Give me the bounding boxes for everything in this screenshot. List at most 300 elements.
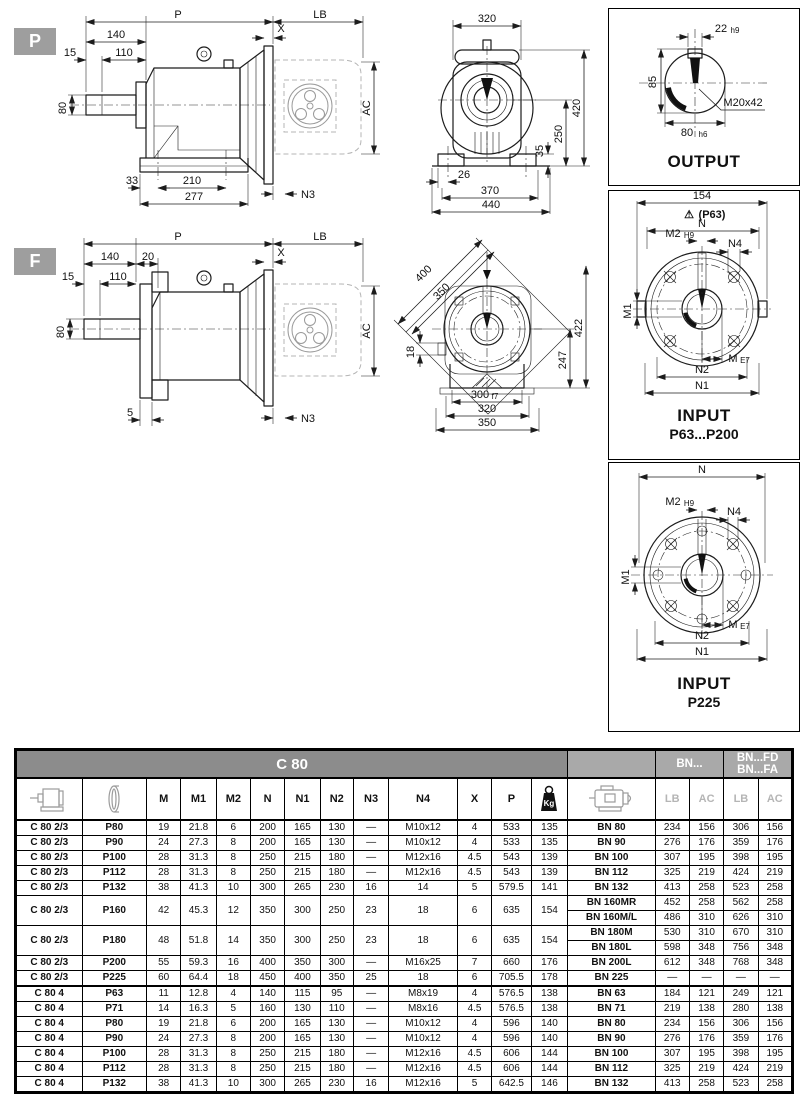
cell-dim-M1: 64.4 <box>181 971 216 987</box>
cell-dim-M: 48 <box>147 926 181 956</box>
cell-dim-P: 635 <box>492 926 532 956</box>
cell-dim-M2: 12 <box>216 896 250 926</box>
cell-dim-N1: 165 <box>285 820 320 836</box>
cell-motor-dim: 156 <box>758 1017 792 1032</box>
svg-text:420: 420 <box>571 98 583 118</box>
cell-motor-dim: 424 <box>724 866 758 881</box>
cell-dim-P: 596 <box>492 1017 532 1032</box>
svg-text:80: 80 <box>57 101 69 115</box>
cell-dim-P: 642.5 <box>492 1077 532 1093</box>
svg-text:E7: E7 <box>740 356 750 365</box>
svg-text:210: 210 <box>182 175 202 187</box>
f-side-view-drawing <box>28 230 400 452</box>
group-bn: BN... <box>655 750 724 779</box>
cell-dim-N3: 23 <box>353 896 388 926</box>
cell-motor-dim: — <box>758 971 792 987</box>
svg-text:15: 15 <box>63 47 77 59</box>
col-M: M <box>147 778 181 820</box>
cell-motor-dim: 258 <box>758 1077 792 1093</box>
cell-motor-dim: — <box>655 971 689 987</box>
table-header-row <box>16 778 793 820</box>
cell-model: C 80 2/3 <box>16 896 83 926</box>
group-bn-fa: BN...FA <box>737 764 779 776</box>
cell-dim-M: 28 <box>147 866 181 881</box>
cell-dim-N1: 300 <box>285 896 320 926</box>
cell-weight: 138 <box>531 986 568 1002</box>
input-p225-flange-drawing <box>609 463 795 669</box>
dimension-table <box>14 748 794 1094</box>
cell-dim-P: 660 <box>492 956 532 971</box>
cell-motor-dim: 310 <box>758 911 792 926</box>
cell-dim-N: 300 <box>250 881 284 896</box>
cell-dim-N1: 215 <box>285 866 320 881</box>
cell-dim-X: 4.5 <box>457 1002 491 1017</box>
input-p225-subtitle: P225 <box>687 694 721 710</box>
cell-motor-dim: 413 <box>655 1077 689 1093</box>
cell-dim-N4: M12x16 <box>389 866 458 881</box>
cell-motor-dim: 768 <box>724 956 758 971</box>
cell-model: C 80 2/3 <box>16 866 83 881</box>
cell-dim-M: 11 <box>147 986 181 1002</box>
col-M2: M2 <box>216 778 250 820</box>
cell-dim-M2: 8 <box>216 866 250 881</box>
cell-dim-X: 4.5 <box>457 1047 491 1062</box>
cell-motor-dim: 121 <box>758 986 792 1002</box>
cell-model: C 80 2/3 <box>16 851 83 866</box>
cell-dim-N: 200 <box>250 836 284 851</box>
cell-motor-name: BN 132 <box>568 881 655 896</box>
svg-text:300: 300 <box>470 389 490 401</box>
cell-dim-N1: 130 <box>285 1002 320 1017</box>
cell-model: C 80 2/3 <box>16 836 83 851</box>
cell-model: C 80 4 <box>16 1062 83 1077</box>
cell-dim-M: 24 <box>147 1032 181 1047</box>
input-p225-title: INPUT <box>677 674 731 693</box>
cell-dim-N3: — <box>353 820 388 836</box>
cell-dim-P: 576.5 <box>492 1002 532 1017</box>
cell-dim-N1: 165 <box>285 1032 320 1047</box>
cell-motor-dim: 258 <box>689 881 723 896</box>
cell-motor-name: BN 90 <box>568 836 655 851</box>
cell-model: C 80 2/3 <box>16 881 83 896</box>
input-p63-panel <box>608 190 800 460</box>
svg-text:N1: N1 <box>694 380 710 392</box>
cell-dim-N2: 180 <box>320 851 353 866</box>
cell-dim-X: 4.5 <box>457 866 491 881</box>
cell-dim-X: 5 <box>457 1077 491 1093</box>
cell-size: P90 <box>82 1032 146 1047</box>
cell-size: P160 <box>82 896 146 926</box>
col-X: X <box>457 778 491 820</box>
cell-motor-name: BN 112 <box>568 866 655 881</box>
cell-dim-N1: 300 <box>285 926 320 956</box>
output-shaft-drawing <box>609 9 795 147</box>
svg-text:AC: AC <box>361 323 373 339</box>
cell-dim-X: 4.5 <box>457 851 491 866</box>
cell-dim-P: 543 <box>492 851 532 866</box>
svg-text:X: X <box>277 23 285 35</box>
cell-dim-M2: 5 <box>216 1002 250 1017</box>
col-P: P <box>492 778 532 820</box>
svg-text:M2: M2 <box>665 228 681 240</box>
cell-weight: 139 <box>531 851 568 866</box>
cell-dim-N4: 14 <box>389 881 458 896</box>
cell-size: P100 <box>82 851 146 866</box>
cell-dim-N: 400 <box>250 956 284 971</box>
table-row <box>16 820 793 836</box>
cell-dim-N3: 16 <box>353 1077 388 1093</box>
cell-motor-dim: 195 <box>758 851 792 866</box>
cell-dim-N3: — <box>353 1062 388 1077</box>
cell-motor-dim: 325 <box>655 1062 689 1077</box>
cell-dim-M1: 59.3 <box>181 956 216 971</box>
cell-dim-N: 250 <box>250 851 284 866</box>
cell-dim-M1: 21.8 <box>181 1017 216 1032</box>
cell-motor-dim: 219 <box>655 1002 689 1017</box>
svg-text:(P63): (P63) <box>698 209 726 221</box>
cell-dim-P: 635 <box>492 896 532 926</box>
table-row <box>16 926 793 941</box>
svg-text:h9: h9 <box>730 26 740 35</box>
cell-dim-M1: 27.3 <box>181 836 216 851</box>
svg-text:f7: f7 <box>491 392 499 401</box>
cell-weight: 135 <box>531 836 568 851</box>
svg-text:350: 350 <box>477 417 497 429</box>
cell-dim-M1: 27.3 <box>181 1032 216 1047</box>
output-panel <box>608 8 800 186</box>
cell-motor-name: BN 132 <box>568 1077 655 1093</box>
cell-motor-dim: 219 <box>758 1062 792 1077</box>
cell-dim-N3: — <box>353 1002 388 1017</box>
cell-dim-M2: 8 <box>216 836 250 851</box>
cell-dim-N1: 400 <box>285 971 320 987</box>
cell-dim-N1: 115 <box>285 986 320 1002</box>
cell-dim-N: 450 <box>250 971 284 987</box>
cell-dim-X: 6 <box>457 971 491 987</box>
cell-motor-dim: 234 <box>655 820 689 836</box>
cell-dim-M: 28 <box>147 851 181 866</box>
cell-dim-N1: 165 <box>285 1017 320 1032</box>
cell-motor-dim: — <box>724 971 758 987</box>
svg-text:N3: N3 <box>300 189 316 201</box>
cell-motor-name: BN 71 <box>568 1002 655 1017</box>
cell-dim-P: 533 <box>492 836 532 851</box>
cell-motor-dim: 184 <box>655 986 689 1002</box>
cell-motor-dim: 219 <box>758 866 792 881</box>
svg-text:P: P <box>174 9 182 21</box>
svg-text:35: 35 <box>534 144 546 158</box>
cell-size: P80 <box>82 820 146 836</box>
cell-motor-dim: 310 <box>758 926 792 941</box>
cell-motor-dim: 195 <box>689 851 723 866</box>
cell-motor-name: BN 100 <box>568 851 655 866</box>
table-band-row <box>16 750 793 779</box>
cell-dim-X: 4 <box>457 836 491 851</box>
col-N4: N4 <box>389 778 458 820</box>
cell-dim-M: 28 <box>147 1047 181 1062</box>
table-row <box>16 956 793 971</box>
cell-motor-dim: 413 <box>655 881 689 896</box>
cell-dim-N2: 110 <box>320 1002 353 1017</box>
cell-motor-dim: 258 <box>689 896 723 911</box>
input-p63-flange-drawing <box>609 191 795 401</box>
table-row <box>16 896 793 911</box>
table-row <box>16 971 793 987</box>
cell-dim-M2: 6 <box>216 1017 250 1032</box>
cell-dim-N2: 130 <box>320 1017 353 1032</box>
cell-motor-dim: 626 <box>724 911 758 926</box>
table-row <box>16 986 793 1002</box>
svg-text:22: 22 <box>714 23 728 35</box>
cell-size: P100 <box>82 1047 146 1062</box>
cell-motor-name: BN 180L <box>568 941 655 956</box>
cell-motor-dim: 756 <box>724 941 758 956</box>
cell-motor-dim: 310 <box>689 911 723 926</box>
svg-text:H9: H9 <box>683 499 695 508</box>
cell-dim-N3: — <box>353 956 388 971</box>
cell-dim-M: 24 <box>147 836 181 851</box>
cell-model: C 80 4 <box>16 1077 83 1093</box>
cell-dim-N3: — <box>353 986 388 1002</box>
cell-dim-M2: 8 <box>216 1062 250 1077</box>
col-bn-LB: LB <box>655 778 689 820</box>
svg-text:320: 320 <box>477 13 497 25</box>
cell-dim-N: 250 <box>250 1047 284 1062</box>
svg-text:250: 250 <box>553 124 565 144</box>
cell-dim-N: 200 <box>250 1017 284 1032</box>
gearbox-icon <box>16 778 83 820</box>
cell-weight: 146 <box>531 1077 568 1093</box>
cell-dim-M2: 10 <box>216 1077 250 1093</box>
cell-motor-dim: 156 <box>689 1017 723 1032</box>
cell-dim-N4: M10x12 <box>389 820 458 836</box>
cell-dim-N2: 230 <box>320 881 353 896</box>
cell-motor-dim: 486 <box>655 911 689 926</box>
cell-dim-N1: 165 <box>285 836 320 851</box>
cell-motor-name: BN 100 <box>568 1047 655 1062</box>
cell-motor-dim: 307 <box>655 1047 689 1062</box>
svg-text:140: 140 <box>106 29 126 41</box>
cell-model: C 80 2/3 <box>16 956 83 971</box>
cell-motor-dim: — <box>689 971 723 987</box>
cell-dim-X: 4 <box>457 986 491 1002</box>
cell-dim-N: 250 <box>250 866 284 881</box>
cell-weight: 140 <box>531 1017 568 1032</box>
svg-text:⚠: ⚠ <box>684 209 694 221</box>
cell-dim-M2: 18 <box>216 971 250 987</box>
p-side-part <box>70 46 273 184</box>
cell-dim-N2: 95 <box>320 986 353 1002</box>
cell-dim-M1: 31.3 <box>181 866 216 881</box>
cell-dim-N2: 130 <box>320 1032 353 1047</box>
svg-text:N2: N2 <box>694 630 710 642</box>
svg-text:18: 18 <box>405 345 417 359</box>
cell-dim-N: 160 <box>250 1002 284 1017</box>
cell-model: C 80 4 <box>16 1047 83 1062</box>
cell-motor-dim: 348 <box>689 956 723 971</box>
cell-weight: 140 <box>531 1032 568 1047</box>
cell-dim-N4: 18 <box>389 926 458 956</box>
cell-motor-dim: 258 <box>758 881 792 896</box>
cell-weight: 138 <box>531 1002 568 1017</box>
cell-dim-M1: 21.8 <box>181 820 216 836</box>
cell-dim-N3: — <box>353 836 388 851</box>
cell-dim-P: 596 <box>492 1032 532 1047</box>
p-front-view-drawing <box>398 10 598 217</box>
table-row <box>16 1047 793 1062</box>
cell-dim-N4: M8x19 <box>389 986 458 1002</box>
cell-motor-dim: 398 <box>724 1047 758 1062</box>
cell-weight: 141 <box>531 881 568 896</box>
cell-dim-N4: M12x16 <box>389 1047 458 1062</box>
cell-weight: 154 <box>531 926 568 956</box>
cell-motor-name: BN 200L <box>568 956 655 971</box>
svg-text:110: 110 <box>109 271 127 283</box>
cell-size: P112 <box>82 866 146 881</box>
svg-text:154: 154 <box>692 190 712 202</box>
col-bnfd-LB: LB <box>724 778 758 820</box>
cell-motor-dim: 523 <box>724 881 758 896</box>
cell-motor-dim: 612 <box>655 956 689 971</box>
cell-dim-M: 38 <box>147 881 181 896</box>
p-side-motor-ghost <box>275 60 361 154</box>
cell-motor-dim: 670 <box>724 926 758 941</box>
cell-motor-name: BN 63 <box>568 986 655 1002</box>
cell-motor-dim: 195 <box>689 1047 723 1062</box>
motor-band <box>568 750 655 779</box>
cell-dim-M1: 41.3 <box>181 1077 216 1093</box>
cell-motor-dim: 258 <box>689 1077 723 1093</box>
cell-motor-dim: 234 <box>655 1017 689 1032</box>
cell-dim-N1: 215 <box>285 1047 320 1062</box>
cell-dim-N2: 180 <box>320 866 353 881</box>
col-N3: N3 <box>353 778 388 820</box>
cell-dim-M: 60 <box>147 971 181 987</box>
weight-kg-icon <box>531 778 568 820</box>
cell-dim-N3: — <box>353 1047 388 1062</box>
col-N2: N2 <box>320 778 353 820</box>
cell-model: C 80 4 <box>16 1002 83 1017</box>
cell-dim-N2: 230 <box>320 1077 353 1093</box>
cell-motor-dim: 348 <box>758 941 792 956</box>
cell-motor-name: BN 160M/L <box>568 911 655 926</box>
cell-dim-M: 19 <box>147 1017 181 1032</box>
cell-motor-dim: 276 <box>655 1032 689 1047</box>
cell-weight: 176 <box>531 956 568 971</box>
svg-text:N4: N4 <box>727 238 743 250</box>
cell-dim-M1: 16.3 <box>181 1002 216 1017</box>
table-row <box>16 836 793 851</box>
cell-motor-dim: 176 <box>689 836 723 851</box>
svg-text:Kg: Kg <box>544 799 555 808</box>
cell-motor-dim: 452 <box>655 896 689 911</box>
cell-motor-name: BN 80 <box>568 1017 655 1032</box>
cell-motor-name: BN 90 <box>568 1032 655 1047</box>
cell-dim-M1: 31.3 <box>181 1062 216 1077</box>
cell-size: P80 <box>82 1017 146 1032</box>
cell-dim-N4: M10x12 <box>389 1032 458 1047</box>
cell-motor-dim: 348 <box>689 941 723 956</box>
cell-motor-dim: 325 <box>655 866 689 881</box>
cell-dim-M2: 14 <box>216 926 250 956</box>
cell-dim-N4: M16x25 <box>389 956 458 971</box>
cell-dim-M: 38 <box>147 1077 181 1093</box>
cell-dim-N2: 130 <box>320 820 353 836</box>
cell-motor-dim: 359 <box>724 1032 758 1047</box>
svg-text:N4: N4 <box>726 506 742 518</box>
cell-dim-M2: 16 <box>216 956 250 971</box>
table-row <box>16 1032 793 1047</box>
cell-dim-M2: 8 <box>216 1032 250 1047</box>
cell-motor-dim: 598 <box>655 941 689 956</box>
cell-dim-N: 140 <box>250 986 284 1002</box>
motor-icon <box>568 778 655 820</box>
svg-text:400: 400 <box>413 263 435 285</box>
cell-motor-name: BN 160MR <box>568 896 655 911</box>
table-row <box>16 1002 793 1017</box>
f-side-dimensions <box>55 231 380 426</box>
input-p225-panel <box>608 462 800 732</box>
svg-text:N1: N1 <box>694 646 710 658</box>
cell-dim-N4: M10x12 <box>389 836 458 851</box>
cell-dim-X: 4.5 <box>457 1062 491 1077</box>
spec-table-body <box>16 820 793 1093</box>
svg-text:80: 80 <box>680 127 694 139</box>
cell-dim-N2: 180 <box>320 1062 353 1077</box>
cell-dim-X: 4 <box>457 820 491 836</box>
cell-motor-dim: 258 <box>758 896 792 911</box>
svg-text:247: 247 <box>557 350 569 370</box>
col-bn-AC: AC <box>689 778 723 820</box>
cell-weight: 144 <box>531 1047 568 1062</box>
cell-dim-X: 7 <box>457 956 491 971</box>
cell-dim-M1: 41.3 <box>181 881 216 896</box>
cell-size: P132 <box>82 881 146 896</box>
cell-dim-P: 705.5 <box>492 971 532 987</box>
svg-text:P: P <box>174 231 182 243</box>
svg-text:AC: AC <box>361 100 373 116</box>
svg-text:85: 85 <box>647 75 659 89</box>
cell-size: P132 <box>82 1077 146 1093</box>
cell-dim-N3: — <box>353 1017 388 1032</box>
output-panel-title: OUTPUT <box>667 152 741 171</box>
cell-dim-N4: M12x16 <box>389 1077 458 1093</box>
svg-text:M1: M1 <box>622 303 634 319</box>
cell-dim-X: 6 <box>457 896 491 926</box>
cell-motor-dim: 280 <box>724 1002 758 1017</box>
cell-motor-dim: 276 <box>655 836 689 851</box>
cell-dim-M1: 31.3 <box>181 851 216 866</box>
cell-dim-N: 200 <box>250 1032 284 1047</box>
cell-size: P63 <box>82 986 146 1002</box>
cell-motor-name: BN 180M <box>568 926 655 941</box>
cell-dim-N: 350 <box>250 896 284 926</box>
cell-dim-N2: 300 <box>320 956 353 971</box>
table-row <box>16 866 793 881</box>
cell-motor-name: BN 80 <box>568 820 655 836</box>
cell-model: C 80 2/3 <box>16 820 83 836</box>
cell-motor-dim: 359 <box>724 836 758 851</box>
svg-text:M20x42: M20x42 <box>723 97 763 109</box>
svg-text:277: 277 <box>184 191 204 203</box>
cell-motor-dim: 530 <box>655 926 689 941</box>
cell-dim-X: 4 <box>457 1017 491 1032</box>
cell-motor-dim: 138 <box>689 1002 723 1017</box>
cell-dim-N2: 250 <box>320 926 353 956</box>
cell-dim-N3: — <box>353 1032 388 1047</box>
cell-dim-M2: 8 <box>216 1047 250 1062</box>
f-version-badge: F <box>14 248 56 275</box>
